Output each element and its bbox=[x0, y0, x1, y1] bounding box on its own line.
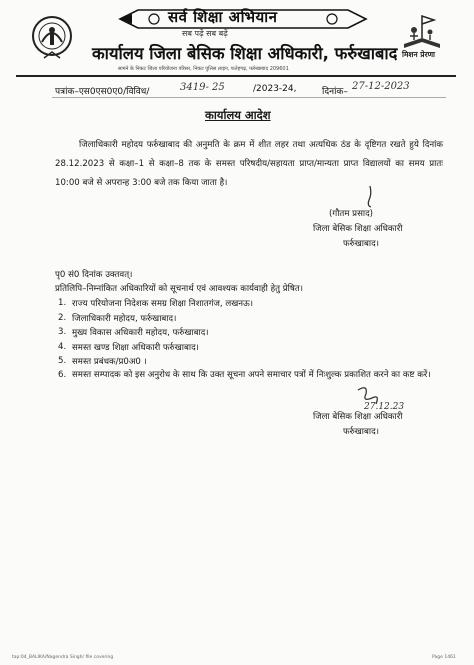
list-item: 4. समस्त खण्ड शिक्षा अधिकारी फर्रुखाबाद। bbox=[58, 341, 199, 353]
order-heading: कार्यालय आदेश bbox=[205, 108, 271, 122]
date-value: 27-12-2023 bbox=[352, 81, 410, 92]
copy-reference: पृ0 सं0 दिनांक उक्तवत्। bbox=[55, 270, 133, 280]
mission-prerna-label: मिशन प्रेरणा bbox=[402, 50, 436, 59]
header-divider bbox=[16, 75, 456, 77]
list-item: 1. राज्य परियोजना निदेशक समग्र शिक्षा निशातगंज, लखनऊ। bbox=[58, 298, 254, 310]
program-tagline: सब पढ़ें सब बढ़ें bbox=[182, 29, 228, 38]
program-name: सर्व शिक्षा अभियान bbox=[168, 8, 278, 26]
office-address: सामने के निकट जिला परियोजना परिसर, निकट पुलिस लाइन, फतेहगढ़, फर्रुखाबाद 209601 bbox=[118, 66, 289, 72]
reference-underline bbox=[52, 97, 446, 98]
footer-page: Page 1461 bbox=[432, 655, 456, 660]
signatory-name: (गौतम प्रसाद) bbox=[329, 209, 374, 219]
order-body: जिलाधिकारी महोदय फर्रुखाबाद की अनुमति के क्रम में शीत लहर तथा अत्यधिक ठंड के दृष्टिगत रखते हुये दिनांक 28.12.2023 से कक्षा–1 से कक्षा–8 तक के समस्त परिषदीय/सहायता प्राप्त/मान्यता प्राप्त विद्यालयों का समय प्रातः 10:00 बजे से अपरान्ह 3:00 बजे तक किया जाता है। bbox=[55, 140, 443, 188]
signatory-designation: जिला बेसिक शिक्षा अधिकारी bbox=[313, 224, 403, 234]
copy-intro: प्रतिलिपि–निम्नांकित अधिकारियों को सूचनार्थ एवं आवश्यक कार्यवाही हेतु प्रेषित। bbox=[55, 284, 303, 294]
office-title: कार्यालय जिला बेसिक शिक्षा अधिकारी, फर्रुखाबाद bbox=[92, 44, 398, 63]
reference-year: /2023-24, bbox=[253, 84, 297, 94]
list-item: 5. समस्त प्रबंधक/प्र0अ0 । bbox=[58, 356, 147, 368]
list-item: 2. जिलाधिकारी महोदय, फर्रुखाबाद। bbox=[58, 312, 177, 324]
list-item: 3. मुख्य विकास अधिकारी महोदय, फर्रुखाबाद। bbox=[58, 327, 209, 339]
signature-mark bbox=[360, 184, 380, 208]
recipient-list bbox=[58, 296, 448, 382]
date-label: दिनांक– bbox=[322, 87, 348, 97]
closing-designation: जिला बेसिक शिक्षा अधिकारी bbox=[313, 412, 403, 422]
closing-location: फर्रुखाबाद। bbox=[343, 427, 379, 437]
mission-prerna-logo-icon bbox=[400, 10, 444, 50]
footer-path: tap:04_BALIKA/Nagendra Singh/ file covering bbox=[12, 655, 114, 660]
list-item: 6. समस्त सम्पादक को इस अनुरोध के साथ कि उक्त सूचना अपने समाचार पत्रों में निःशुल्क प्रकाशित करने का कष्ट करें। bbox=[58, 369, 431, 380]
signatory-location: फर्रुखाबाद। bbox=[343, 239, 379, 249]
reference-prefix: पत्रांक–एस0एस0ए0/विविध/ bbox=[55, 87, 150, 97]
sarva-shiksha-emblem-icon bbox=[30, 12, 74, 68]
second-signature-date: 27.12.23 bbox=[364, 402, 405, 412]
reference-number: 3419- 25 bbox=[180, 82, 225, 93]
